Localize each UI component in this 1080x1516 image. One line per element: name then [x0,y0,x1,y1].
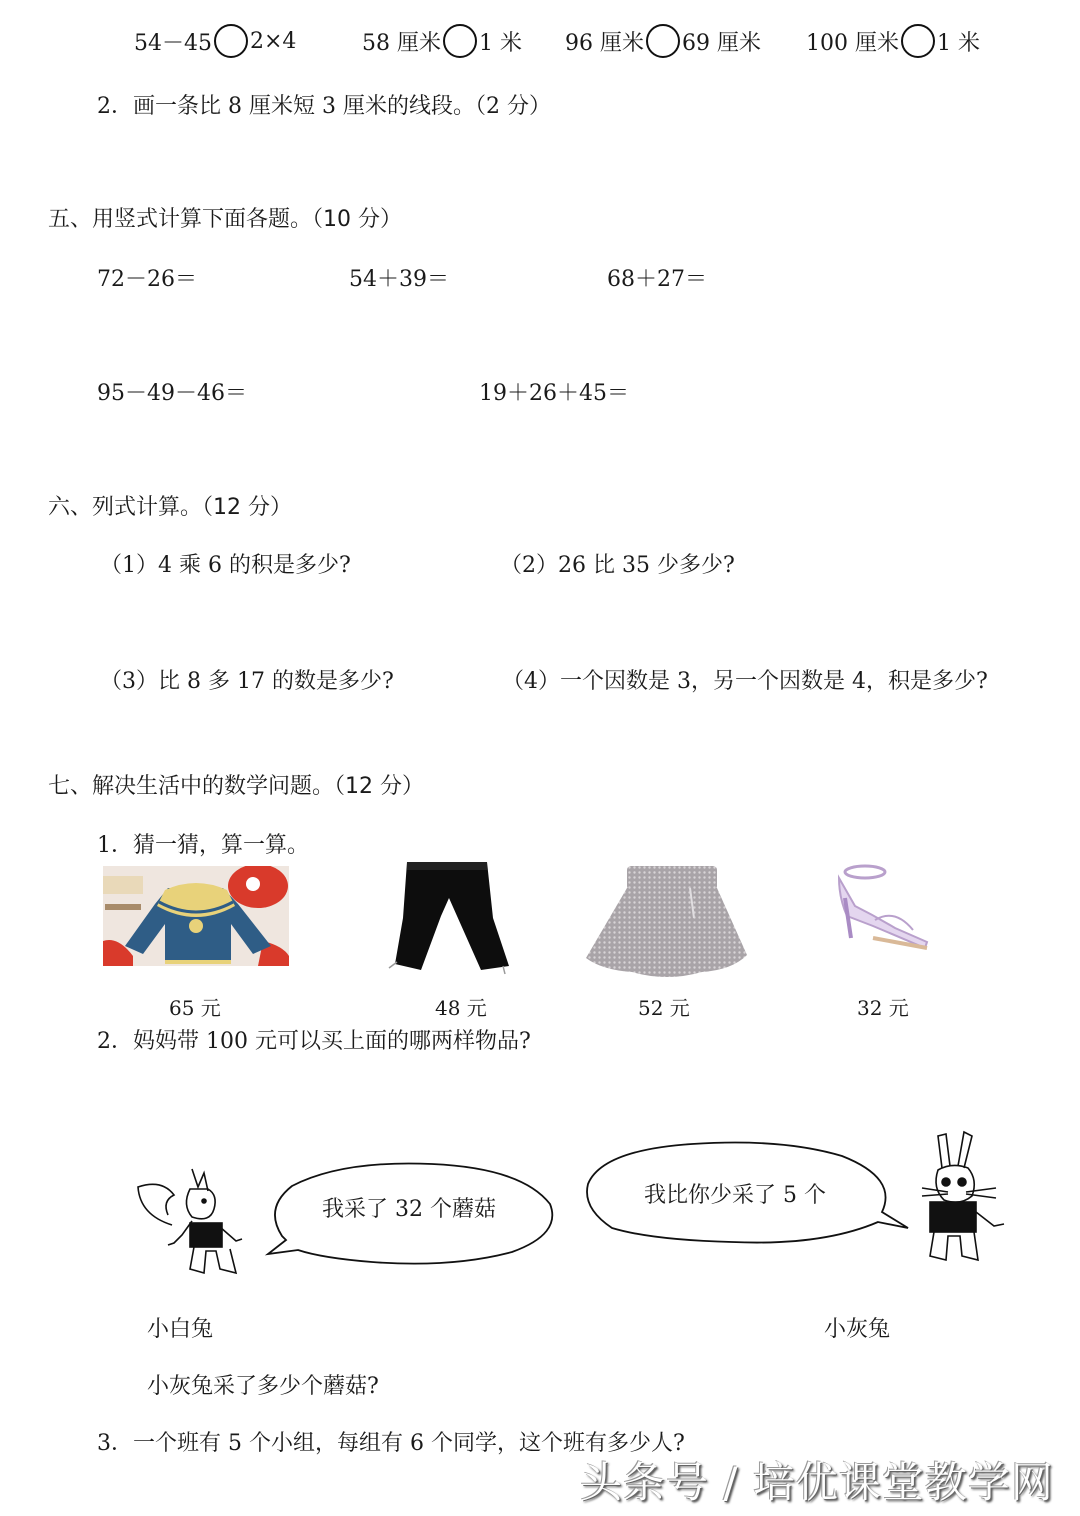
answer-circle[interactable] [646,24,680,58]
calc-problem: 68＋27＝ [607,267,707,292]
calc-problem: 54＋39＝ [349,267,449,292]
comparison-left: 58 厘米 [362,30,441,56]
price-sandal: 32 元 [857,996,909,1020]
question-class-size: 3．一个班有 5 个小组，每组有 6 个同学，这个班有多少人? [97,1431,685,1456]
speech-text-right: 我比你少采了 5 个 [644,1183,826,1208]
calc-problem: 72－26＝ [97,267,197,292]
comparison-left: 100 厘米 [806,30,899,56]
section-7-title: 七、解决生活中的数学问题。（12 分） [48,774,424,799]
sandal-image [835,858,930,953]
skirt-image [582,860,752,985]
question-mushrooms: 小灰兔采了多少个蘑菇? [147,1374,379,1399]
comparison-1 [134,24,296,58]
word-problem: （4）一个因数是 3，另一个因数是 4，积是多少? [502,669,988,694]
section-6-title: 六、列式计算。（12 分） [48,495,292,520]
word-problem: （1）4 乘 6 的积是多少? [100,553,351,578]
white-rabbit-illustration [132,1165,250,1280]
question-guess: 1．猜一猜，算一算。 [97,833,309,858]
answer-circle[interactable] [214,24,248,58]
calc-problem: 19＋26＋45＝ [479,381,629,406]
question-budget: 2．妈妈带 100 元可以买上面的哪两样物品? [97,1029,531,1054]
watermark: 头条号 / 培优课堂教学网 [580,1458,1054,1507]
comparison-left: 96 厘米 [565,30,644,56]
comparison-3 [565,24,761,58]
comparison-right: 1 米 [937,30,980,56]
word-problem: （2）26 比 35 少多少? [500,553,735,578]
question-draw-line: 2．画一条比 8 厘米短 3 厘米的线段。（2 分） [97,94,551,119]
label-white-rabbit: 小白兔 [147,1317,214,1342]
comparison-right: 1 米 [479,30,522,56]
comparison-right: 2×4 [250,28,297,54]
comparison-right: 69 厘米 [682,30,761,56]
comparison-2 [362,24,522,58]
price-sweater: 65 元 [169,996,221,1020]
comparison-4 [806,24,980,58]
section-5-title: 五、用竖式计算下面各题。（10 分） [48,207,402,232]
price-skirt: 52 元 [638,996,690,1020]
calc-problem: 95－49－46＝ [97,381,247,406]
comparison-left: 54－45 [134,30,212,56]
speech-text-left: 我采了 32 个蘑菇 [322,1197,496,1222]
pants-image [385,858,515,978]
price-pants: 48 元 [435,996,487,1020]
grey-rabbit-illustration [912,1128,1012,1268]
sweater-image [103,866,289,966]
answer-circle[interactable] [901,24,935,58]
word-problem: （3）比 8 多 17 的数是多少? [100,669,394,694]
answer-circle[interactable] [443,24,477,58]
label-grey-rabbit: 小灰兔 [824,1317,891,1342]
